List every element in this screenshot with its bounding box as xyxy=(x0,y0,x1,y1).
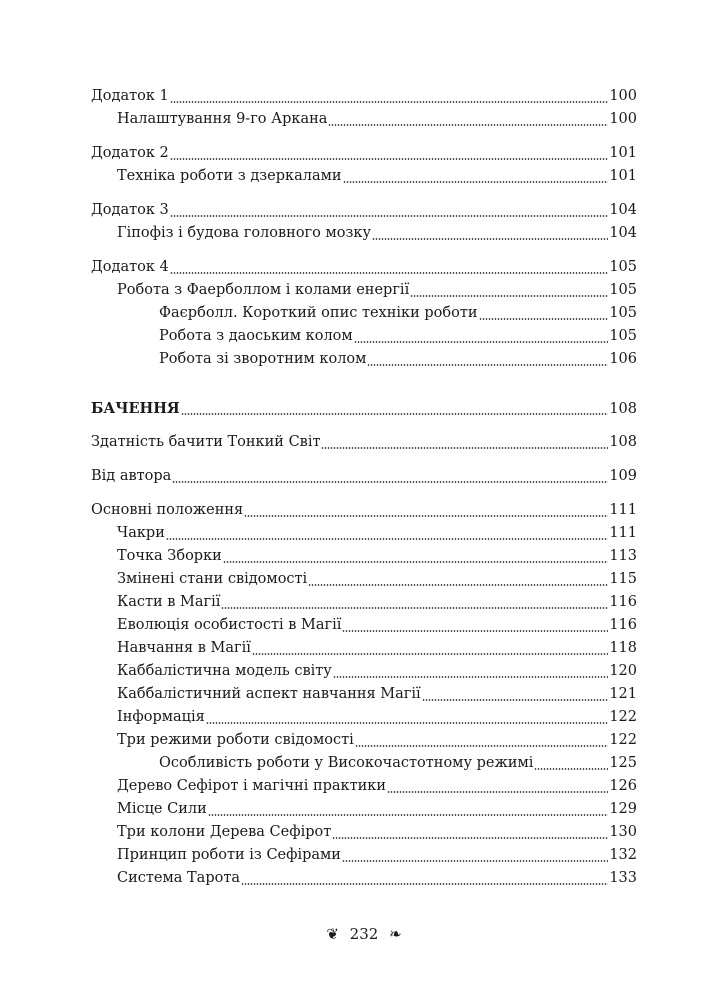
toc-entry-title: Робота зі зворотним колом xyxy=(159,351,367,367)
toc-entry-page: 105 xyxy=(609,305,637,321)
toc-entry-title: Принцип роботи із Сефірами xyxy=(117,847,341,863)
table-of-contents xyxy=(91,85,637,890)
toc-entry-title: Чакри xyxy=(117,525,165,541)
toc-entry[interactable] xyxy=(91,775,637,798)
leader-dots xyxy=(342,860,608,862)
leader-dots xyxy=(333,676,608,678)
toc-entry-title: Додаток 2 xyxy=(91,145,169,161)
page-footer xyxy=(0,924,728,943)
toc-entry[interactable] xyxy=(91,108,637,131)
toc-entry-page: 116 xyxy=(609,617,637,633)
toc-entry-page: 126 xyxy=(609,778,637,794)
toc-entry-page: 109 xyxy=(609,468,637,484)
leader-dots xyxy=(241,883,608,885)
toc-entry-title: Гіпофіз і будова головного мозку xyxy=(117,225,371,241)
toc-entry[interactable] xyxy=(91,325,637,348)
toc-entry[interactable] xyxy=(91,279,637,302)
toc-entry-title: Касти в Магії xyxy=(117,594,221,610)
leader-dots xyxy=(479,318,609,320)
toc-entry-page: 113 xyxy=(609,548,637,564)
toc-entry-title: Особливість роботи у Високочастотному режимі xyxy=(159,755,534,771)
toc-entry[interactable] xyxy=(91,614,637,637)
toc-entry-page: 121 xyxy=(609,686,637,702)
leader-dots xyxy=(367,364,608,366)
toc-entry-title: Додаток 4 xyxy=(91,259,169,275)
toc-entry-page: 105 xyxy=(609,328,637,344)
toc-entry[interactable] xyxy=(91,660,637,683)
toc-entry[interactable] xyxy=(91,222,637,245)
leader-dots xyxy=(372,238,608,240)
toc-entry[interactable] xyxy=(91,522,637,545)
toc-entry-title: Фаєрболл. Короткий опис техніки роботи xyxy=(159,305,478,321)
toc-entry[interactable] xyxy=(91,683,637,706)
leader-dots xyxy=(244,515,608,517)
toc-entry[interactable] xyxy=(91,431,637,454)
toc-entry[interactable] xyxy=(91,348,637,371)
toc-entry-page: 111 xyxy=(609,502,637,518)
toc-entry-title: Каббалістична модель світу xyxy=(117,663,332,679)
leader-dots xyxy=(328,124,608,126)
leader-dots xyxy=(355,745,609,747)
toc-entry-title: Система Тарота xyxy=(117,870,241,886)
leader-dots xyxy=(223,561,609,563)
toc-entry[interactable] xyxy=(91,637,637,660)
toc-entry-page: 104 xyxy=(609,202,637,218)
toc-entry-title: Техніка роботи з дзеркалами xyxy=(117,168,342,184)
toc-entry-page: 125 xyxy=(609,755,637,771)
toc-entry-page: 132 xyxy=(609,847,637,863)
toc-entry-page: 104 xyxy=(609,225,637,241)
toc-section-heading[interactable] xyxy=(91,397,637,420)
leader-dots xyxy=(343,181,609,183)
leader-dots xyxy=(206,722,609,724)
toc-entry[interactable] xyxy=(91,545,637,568)
leader-dots xyxy=(534,768,608,770)
toc-entry-page: 122 xyxy=(609,709,637,725)
toc-entry[interactable] xyxy=(91,706,637,729)
toc-entry-page: 122 xyxy=(609,732,637,748)
leader-dots xyxy=(321,447,608,449)
toc-entry[interactable] xyxy=(91,867,637,890)
leader-dots xyxy=(252,653,608,655)
leader-dots xyxy=(170,158,609,160)
toc-entry-page: 100 xyxy=(609,111,637,127)
toc-entry-title: Каббалістичний аспект навчання Магії xyxy=(117,686,421,702)
toc-entry-title: Три режими роботи свідомості xyxy=(117,732,354,748)
toc-entry[interactable] xyxy=(91,729,637,752)
toc-entry[interactable] xyxy=(91,798,637,821)
toc-entry[interactable] xyxy=(91,844,637,867)
toc-entry-page: 108 xyxy=(609,401,637,417)
toc-entry-page: 105 xyxy=(609,259,637,275)
toc-entry-title: Дерево Сефірот і магічні практики xyxy=(117,778,387,794)
toc-entry[interactable] xyxy=(91,752,637,775)
toc-entry-title: Змінені стани свідомості xyxy=(117,571,308,587)
leader-dots xyxy=(181,413,609,415)
toc-entry-title: Точка Зборки xyxy=(117,548,222,564)
toc-entry-page: 129 xyxy=(609,801,637,817)
toc-entry-title: БАЧЕННЯ xyxy=(91,400,180,417)
toc-entry-page: 115 xyxy=(609,571,637,587)
toc-entry[interactable] xyxy=(91,302,637,325)
toc-entry-title: Місце Сили xyxy=(117,801,207,817)
leader-dots xyxy=(387,791,608,793)
toc-entry-title: Три колони Дерева Сефірот xyxy=(117,824,332,840)
toc-entry-title: Робота з даоським колом xyxy=(159,328,353,344)
toc-entry[interactable] xyxy=(91,256,637,279)
toc-entry[interactable] xyxy=(91,165,637,188)
toc-entry-page: 108 xyxy=(609,434,637,450)
leader-dots xyxy=(172,481,608,483)
toc-entry-title: Еволюція особистості в Магії xyxy=(117,617,342,633)
toc-entry[interactable] xyxy=(91,465,637,488)
leader-dots xyxy=(170,101,609,103)
leader-dots xyxy=(410,295,608,297)
leader-dots xyxy=(170,272,609,274)
toc-entry-page: 105 xyxy=(609,282,637,298)
toc-entry-page: 133 xyxy=(609,870,637,886)
toc-entry-page: 106 xyxy=(609,351,637,367)
toc-entry[interactable] xyxy=(91,568,637,591)
toc-entry-title: Додаток 1 xyxy=(91,88,169,104)
leader-dots xyxy=(166,538,608,540)
toc-entry[interactable] xyxy=(91,821,637,844)
leader-dots xyxy=(422,699,609,701)
toc-entry-title: Робота з Фаерболлом і колами енергії xyxy=(117,282,410,298)
toc-entry-page: 130 xyxy=(609,824,637,840)
toc-entry-page: 101 xyxy=(609,168,637,184)
toc-entry-title: Налаштування 9-го Аркана xyxy=(117,111,328,127)
toc-entry-page: 100 xyxy=(609,88,637,104)
toc-entry[interactable] xyxy=(91,591,637,614)
ornament-right-icon: ❧ xyxy=(389,925,402,943)
toc-entry-title: Основні положення xyxy=(91,502,244,518)
toc-entry-page: 120 xyxy=(609,663,637,679)
ornament-left-icon: ❦ xyxy=(326,925,339,943)
toc-entry-title: Від автора xyxy=(91,468,172,484)
toc-entry-page: 118 xyxy=(609,640,637,656)
toc-entry[interactable] xyxy=(91,142,637,165)
leader-dots xyxy=(221,607,608,609)
toc-entry-title: Інформація xyxy=(117,709,205,725)
leader-dots xyxy=(170,215,609,217)
leader-dots xyxy=(308,584,608,586)
page-number: 232 xyxy=(349,925,379,943)
leader-dots xyxy=(332,837,608,839)
toc-entry-page: 116 xyxy=(609,594,637,610)
toc-entry[interactable] xyxy=(91,499,637,522)
toc-entry-page: 101 xyxy=(609,145,637,161)
toc-entry[interactable] xyxy=(91,199,637,222)
leader-dots xyxy=(354,341,609,343)
toc-entry-title: Здатність бачити Тонкий Світ xyxy=(91,434,321,450)
toc-entry-title: Додаток 3 xyxy=(91,202,169,218)
leader-dots xyxy=(208,814,609,816)
toc-entry-title: Навчання в Магії xyxy=(117,640,251,656)
toc-entry-page: 111 xyxy=(609,525,637,541)
toc-entry[interactable] xyxy=(91,85,637,108)
leader-dots xyxy=(342,630,608,632)
